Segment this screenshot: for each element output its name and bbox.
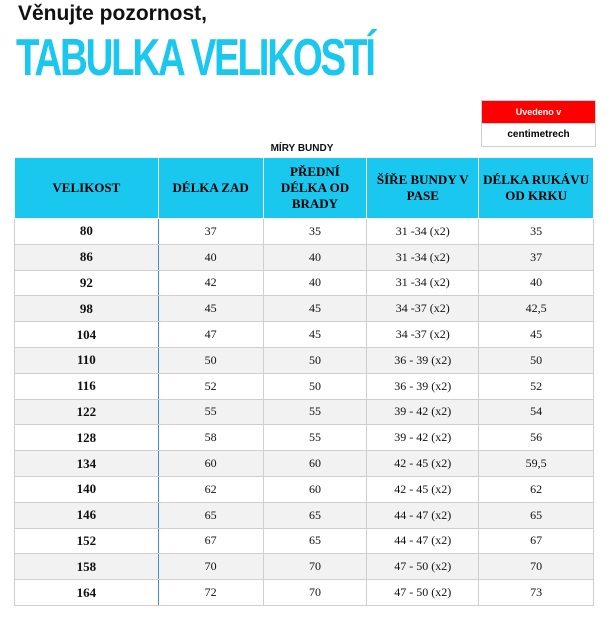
- cell-waist-width: 34 -37 (x2): [367, 322, 479, 348]
- cell-size: 146: [15, 502, 159, 528]
- cell-front-length: 45: [263, 296, 367, 322]
- cell-front-length: 50: [263, 347, 367, 373]
- table-row: [15, 502, 594, 528]
- column-header-sleeve-length: DÉLKA RUKÁVU OD KRKU: [479, 158, 594, 219]
- cell-sleeve-length: 40: [479, 270, 594, 296]
- cell-waist-width: 34 -37 (x2): [367, 296, 479, 322]
- table-row: [15, 373, 594, 399]
- table-row: [15, 554, 594, 580]
- cell-front-length: 65: [263, 502, 367, 528]
- cell-back-length: 45: [158, 296, 263, 322]
- cell-sleeve-length: 73: [479, 580, 594, 606]
- table-row: [15, 322, 594, 348]
- cell-sleeve-length: 59,5: [479, 451, 594, 477]
- column-header-front-length: PŘEDNÍ DÉLKA OD BRADY: [263, 158, 367, 219]
- cell-waist-width: 39 - 42 (x2): [367, 399, 479, 425]
- cell-front-length: 65: [263, 528, 367, 554]
- cell-back-length: 58: [158, 425, 263, 451]
- column-header-size: VELIKOST: [15, 158, 159, 219]
- cell-back-length: 55: [158, 399, 263, 425]
- cell-waist-width: 42 - 45 (x2): [367, 451, 479, 477]
- cell-waist-width: 31 -34 (x2): [367, 219, 479, 245]
- cell-front-length: 55: [263, 425, 367, 451]
- cell-back-length: 37: [158, 219, 263, 245]
- cell-back-length: 65: [158, 502, 263, 528]
- cell-back-length: 70: [158, 554, 263, 580]
- cell-sleeve-length: 62: [479, 476, 594, 502]
- cell-size: 86: [15, 244, 159, 270]
- cell-size: 98: [15, 296, 159, 322]
- cell-back-length: 42: [158, 270, 263, 296]
- table-row: [15, 580, 594, 606]
- cell-waist-width: 47 - 50 (x2): [367, 554, 479, 580]
- cell-waist-width: 42 - 45 (x2): [367, 476, 479, 502]
- cell-front-length: 70: [263, 580, 367, 606]
- cell-sleeve-length: 52: [479, 373, 594, 399]
- cell-front-length: 70: [263, 554, 367, 580]
- page-title: TABULKA VELIKOSTÍ: [16, 29, 374, 87]
- cell-sleeve-length: 45: [479, 322, 594, 348]
- cell-sleeve-length: 67: [479, 528, 594, 554]
- cell-waist-width: 39 - 42 (x2): [367, 425, 479, 451]
- table-row: [15, 425, 594, 451]
- cell-size: 92: [15, 270, 159, 296]
- table-row: [15, 476, 594, 502]
- cell-size: 116: [15, 373, 159, 399]
- cell-sleeve-length: 70: [479, 554, 594, 580]
- cell-sleeve-length: 50: [479, 347, 594, 373]
- cell-front-length: 40: [263, 270, 367, 296]
- cell-back-length: 67: [158, 528, 263, 554]
- cell-size: 104: [15, 322, 159, 348]
- cell-front-length: 60: [263, 451, 367, 477]
- table-body: [15, 219, 594, 606]
- cell-waist-width: 36 - 39 (x2): [367, 347, 479, 373]
- table-row: [15, 528, 594, 554]
- cell-sleeve-length: 42,5: [479, 296, 594, 322]
- cell-back-length: 72: [158, 580, 263, 606]
- cell-size: 152: [15, 528, 159, 554]
- table-row: [15, 451, 594, 477]
- cell-size: 134: [15, 451, 159, 477]
- cell-size: 128: [15, 425, 159, 451]
- cell-back-length: 60: [158, 451, 263, 477]
- cell-front-length: 40: [263, 244, 367, 270]
- table-row: [15, 347, 594, 373]
- column-header-waist-width: ŠÍŘE BUNDY V PASE: [367, 158, 479, 219]
- cell-waist-width: 31 -34 (x2): [367, 270, 479, 296]
- cell-waist-width: 31 -34 (x2): [367, 244, 479, 270]
- cell-back-length: 47: [158, 322, 263, 348]
- cell-size: 140: [15, 476, 159, 502]
- cell-waist-width: 36 - 39 (x2): [367, 373, 479, 399]
- cell-waist-width: 44 - 47 (x2): [367, 502, 479, 528]
- cell-sleeve-length: 37: [479, 244, 594, 270]
- header-row: [15, 158, 594, 219]
- cell-size: 80: [15, 219, 159, 245]
- cell-front-length: 55: [263, 399, 367, 425]
- cell-size: 158: [15, 554, 159, 580]
- cell-size: 110: [15, 347, 159, 373]
- table-row: [15, 219, 594, 245]
- cell-size: 122: [15, 399, 159, 425]
- units-value: centimetrech: [482, 123, 595, 146]
- cell-sleeve-length: 56: [479, 425, 594, 451]
- table-row: [15, 296, 594, 322]
- cell-size: 164: [15, 580, 159, 606]
- cell-back-length: 50: [158, 347, 263, 373]
- cell-front-length: 60: [263, 476, 367, 502]
- cell-sleeve-length: 35: [479, 219, 594, 245]
- subtitle: Věnujte pozornost,: [18, 2, 207, 25]
- cell-back-length: 52: [158, 373, 263, 399]
- cell-front-length: 35: [263, 219, 367, 245]
- table-row: [15, 244, 594, 270]
- cell-waist-width: 47 - 50 (x2): [367, 580, 479, 606]
- table-caption: MÍRY BUNDY: [270, 143, 334, 154]
- units-box: [481, 100, 596, 147]
- units-label: Uvedeno v: [482, 101, 595, 123]
- cell-back-length: 40: [158, 244, 263, 270]
- table-row: [15, 399, 594, 425]
- table-row: [15, 270, 594, 296]
- cell-front-length: 45: [263, 322, 367, 348]
- cell-sleeve-length: 54: [479, 399, 594, 425]
- cell-front-length: 50: [263, 373, 367, 399]
- size-table: [14, 157, 594, 606]
- column-header-back-length: DÉLKA ZAD: [158, 158, 263, 219]
- cell-back-length: 62: [158, 476, 263, 502]
- cell-waist-width: 44 - 47 (x2): [367, 528, 479, 554]
- cell-sleeve-length: 65: [479, 502, 594, 528]
